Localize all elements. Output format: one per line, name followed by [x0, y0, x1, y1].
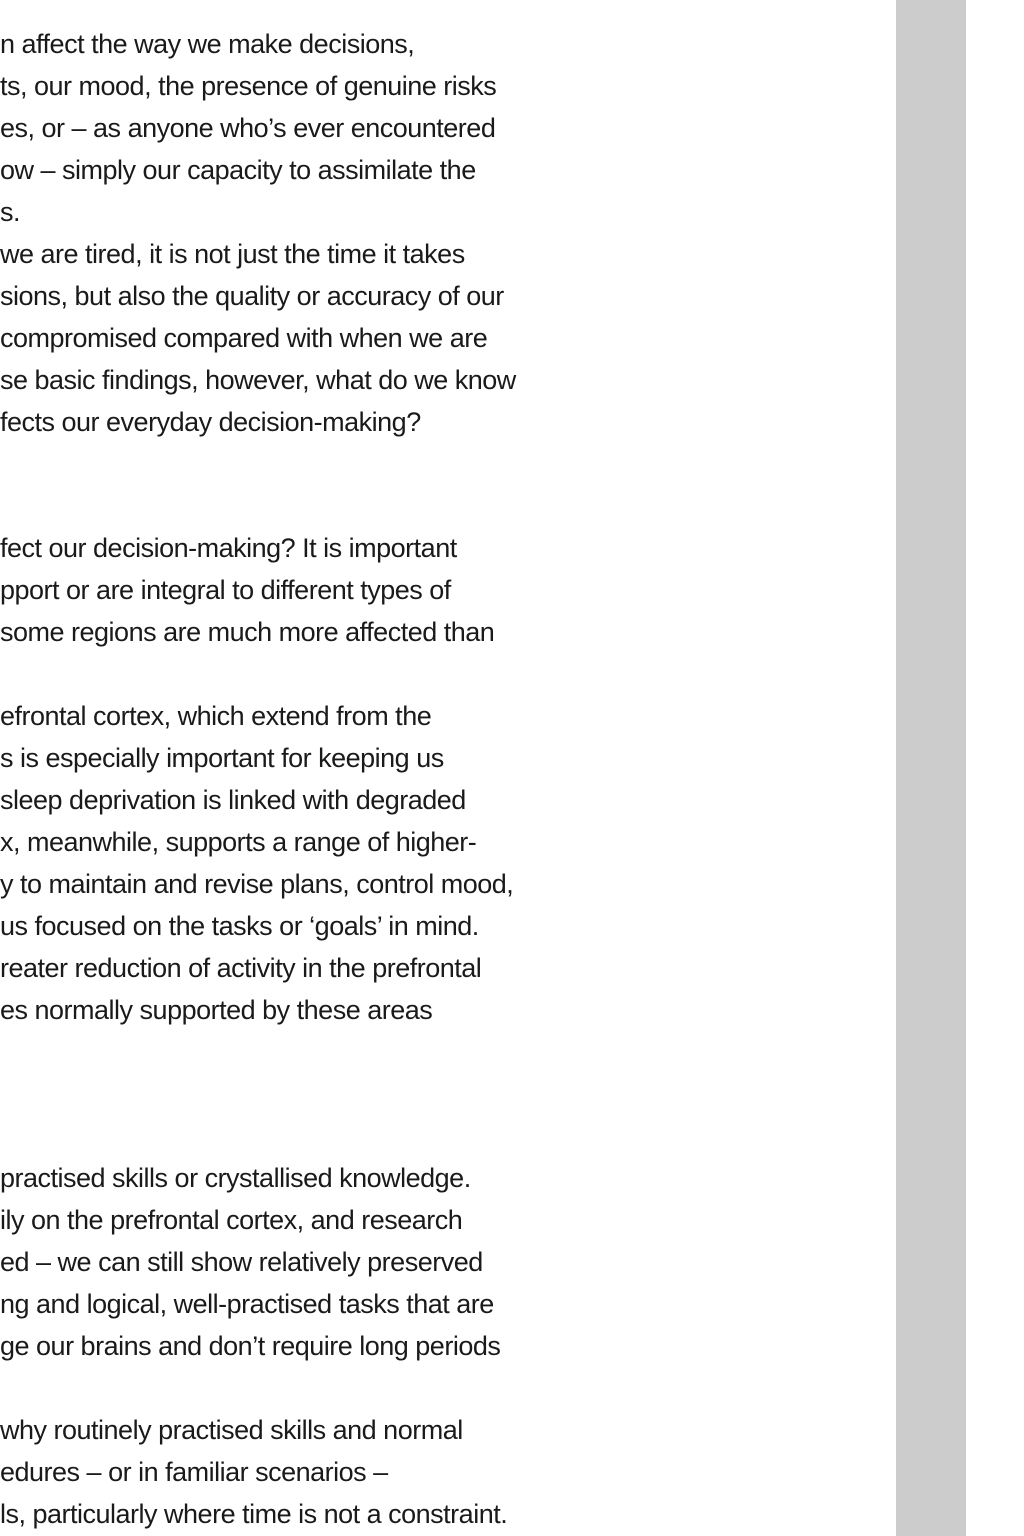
text-line: ge our brains and don’t require long periods — [0, 1331, 501, 1361]
text-line: we are tired, it is not just the time it takes — [0, 239, 465, 269]
text-line: s. — [0, 197, 21, 227]
text-line: sions, but also the quality or accuracy of our — [0, 281, 504, 311]
side-gutter-bar — [896, 0, 966, 1536]
text-line: fect our decision-making? It is important — [0, 533, 457, 563]
text-line: ow – simply our capacity to assimilate the — [0, 155, 476, 185]
text-line: es, or – as anyone who’s ever encountered — [0, 113, 496, 143]
text-line: edures – or in familiar scenarios – — [0, 1457, 388, 1487]
text-line: compromised compared with when we are — [0, 323, 488, 353]
text-line: y to maintain and revise plans, control mood, — [0, 869, 514, 899]
text-line: se basic findings, however, what do we know — [0, 365, 516, 395]
text-line: ls, particularly where time is not a constraint. — [0, 1499, 508, 1529]
text-line: sleep deprivation is linked with degraded — [0, 785, 466, 815]
text-line: reater reduction of activity in the prefrontal — [0, 953, 482, 983]
text-line: s is especially important for keeping us — [0, 743, 444, 773]
text-line: ily on the prefrontal cortex, and research — [0, 1205, 463, 1235]
text-line: practised skills or crystallised knowledge. — [0, 1163, 471, 1193]
text-line: fects our everyday decision-making? — [0, 407, 421, 437]
text-line: ed – we can still show relatively preserved — [0, 1247, 483, 1277]
text-line: pport or are integral to different types of — [0, 575, 451, 605]
text-line: us focused on the tasks or ‘goals’ in mind. — [0, 911, 479, 941]
text-line: x, meanwhile, supports a range of higher- — [0, 827, 477, 857]
text-line: n affect the way we make decisions, — [0, 29, 415, 59]
text-line: some regions are much more affected than — [0, 617, 495, 647]
text-line: es normally supported by these areas — [0, 995, 433, 1025]
text-line: why routinely practised skills and normal — [0, 1415, 463, 1445]
text-line: ts, our mood, the presence of genuine risks — [0, 71, 497, 101]
text-line: efrontal cortex, which extend from the — [0, 701, 432, 731]
text-line: ng and logical, well-practised tasks that are — [0, 1289, 494, 1319]
